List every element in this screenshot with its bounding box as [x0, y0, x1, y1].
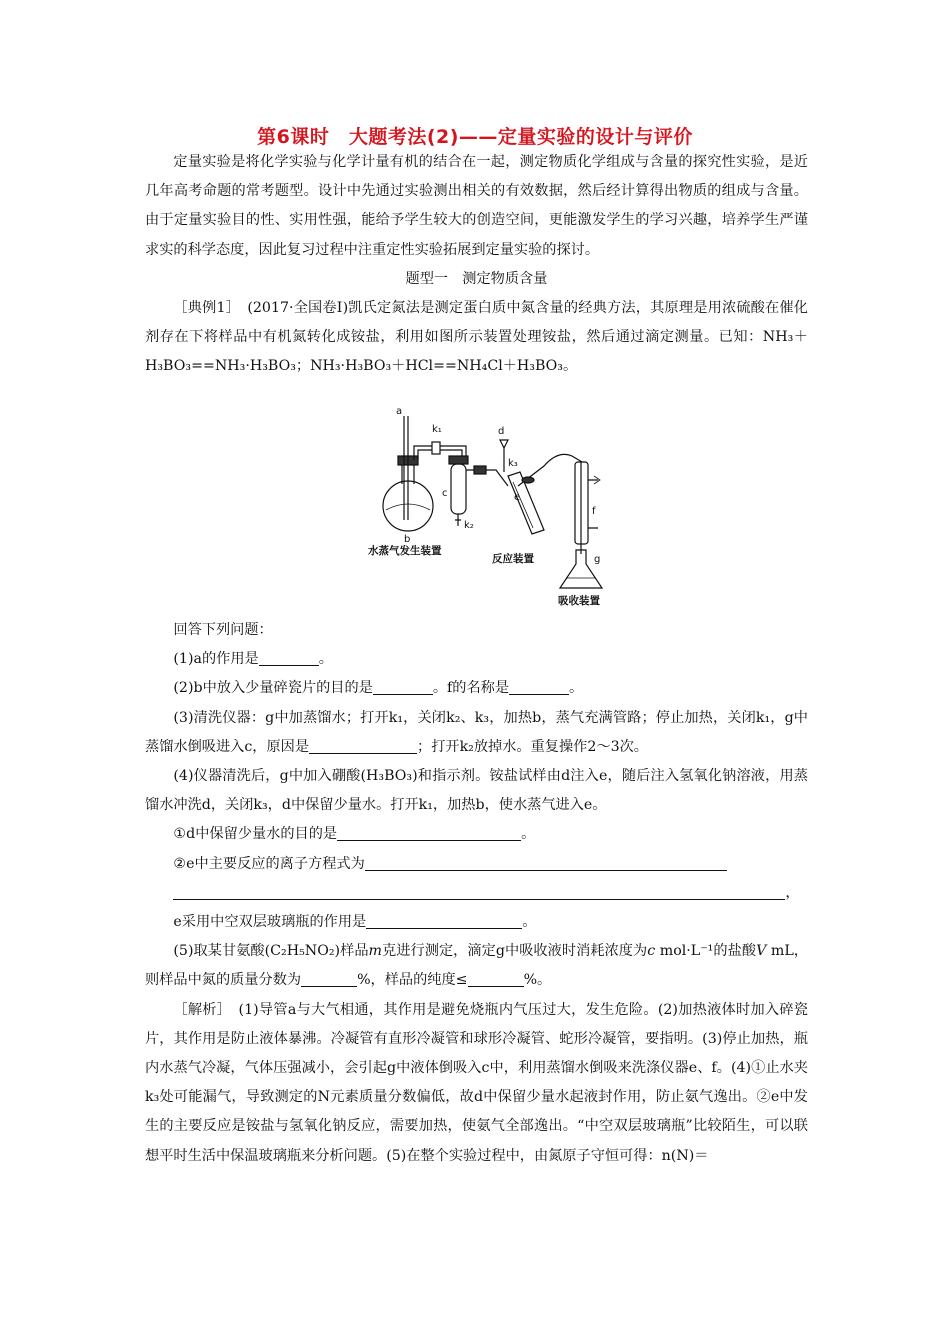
caption-absorb: 吸收装置	[558, 595, 600, 607]
q4-3-end: 。	[522, 914, 537, 931]
q5-var-v: V	[756, 943, 767, 960]
caption-steam: 水蒸气发生装置	[368, 545, 442, 557]
label-k1: k₁	[432, 424, 442, 435]
question-4-2-cont	[145, 879, 808, 908]
q4-3-text: e采用中空双层玻璃瓶的作用是	[173, 914, 367, 931]
q4-1-blank[interactable]	[337, 826, 521, 841]
apparatus-figure	[362, 402, 612, 614]
intro-paragraph: 定量实验是将化学实验与化学计量有机的结合在一起，测定物质化学组成与含量的探究性实验，是近几年高考命题的常考题型。设计中先通过实验测出相关的有效数据，然后经计算得出物质的组成与含量。由于定量实验目的性、实用性强，能给予学生较大的创造空间，更能激发学生的学习兴趣，培养学生严谨求实的科学态度，因此复习过程中注重定性实验拓展到定量实验的探讨。	[145, 154, 808, 258]
question-5	[145, 937, 808, 995]
label-k2: k₂	[464, 520, 474, 531]
q1-text: (1)a的作用是	[173, 651, 259, 668]
question-1	[145, 645, 808, 674]
q5-text-f: %，样品的纯度≤	[357, 972, 468, 989]
label-f: f	[592, 506, 596, 517]
question-4: (4)仪器清洗后，g中加入硼酸(H₃BO₃)和指示剂。铵盐试样由d注入e，随后注入氢氧化钠溶液，用蒸馏水冲洗d，关闭k₃，d中保留少量水。打开k₁，加热b，使水蒸气进入e。	[145, 768, 808, 814]
q4-3-blank[interactable]	[366, 914, 522, 929]
intro-block	[145, 148, 808, 382]
q4-2-blank-2[interactable]	[173, 885, 785, 900]
q2-blank-1[interactable]	[373, 680, 433, 695]
q3-end: ；打开k₂放掉水。重复操作2～3次。	[417, 738, 648, 755]
q5-text-e: mL，则样品中氮的质量分数为	[145, 943, 808, 989]
q4-1-end: 。	[521, 826, 536, 843]
question-4-2	[145, 850, 808, 879]
q5-var-c: c	[647, 943, 656, 960]
q5-blank-1[interactable]	[301, 972, 357, 987]
questions-block	[145, 616, 808, 1171]
q3-blank[interactable]	[309, 739, 417, 754]
question-4-1	[145, 820, 808, 849]
q4-2-blank-1[interactable]	[365, 856, 727, 871]
q5-var-m: m	[368, 943, 383, 960]
label-a: a	[396, 406, 403, 417]
q5-text-b: 克进行测定，滴定g中吸收液时消耗浓度为	[382, 943, 648, 960]
q1-blank[interactable]	[259, 651, 319, 666]
label-b: b	[404, 534, 411, 545]
analysis-paragraph: ［解析］ (1)导管a与大气相通，其作用是避免烧瓶内气压过大，发生危险。(2)加热液体时加入碎瓷片，其作用是防止液体暴沸。冷凝管有直形冷凝管和球形冷凝管、蛇形冷凝管，要指明。(3)停止加热，瓶内水蒸气冷凝，气体压强减小，会引起g中液体倒吸入c中，利用蒸馏水倒吸来洗涤仪器e、f。(4)①止水夹k₃处可能漏气，导致测定的N元素质量分数偏低，故d中保留少量水起液封作用，防止氨气逸出。②e中发生的主要反应是铵盐与氢氧化钠反应，需要加热，使氨气全部逸出。“中空双层玻璃瓶”比较陌生，可以联想平时生活中保温玻璃瓶来分析问题。(5)在整个实验过程中，由氮原子守恒可得：n(N)＝	[145, 1001, 808, 1164]
question-4-3	[145, 908, 808, 937]
q1-end: 。	[318, 651, 333, 668]
label-d: d	[498, 426, 505, 437]
q4-2-text: ②e中主要反应的离子方程式为	[173, 855, 365, 872]
q5-text-d: mol·L⁻¹的盐酸	[655, 943, 757, 960]
apparatus-diagram	[362, 402, 612, 614]
q2-text: (2)b中放入少量碎瓷片的目的是	[173, 680, 373, 697]
label-c: c	[442, 488, 448, 499]
q5-text-g: %。	[523, 972, 552, 989]
question-2	[145, 674, 808, 703]
question-3	[145, 704, 808, 762]
label-e: e	[514, 492, 521, 503]
q2-end: 。	[569, 680, 584, 697]
lesson-title: 第6课时 大题考法(2)——定量实验的设计与评价	[257, 126, 693, 148]
q4-2-end: ，	[785, 884, 800, 901]
q5-blank-2[interactable]	[468, 972, 524, 987]
label-k3: k₃	[508, 458, 518, 469]
q2-blank-2[interactable]	[509, 680, 569, 695]
q5-text-a: (5)取某甘氨酸(C₂H₅NO₂)样品	[173, 943, 369, 960]
example-paragraph: ［典例1］ (2017·全国卷Ⅰ)凯氏定氮法是测定蛋白质中氮含量的经典方法，其原理是用浓硫酸在催化剂存在下将样品中有机氮转化成铵盐，利用如图所示装置处理铵盐，然后通过滴定测量。已知：NH₃＋H₃BO₃==NH₃·H₃BO₃；NH₃·H₃BO₃＋HCl==NH₄Cl＋H₃BO₃。	[145, 300, 808, 375]
q2-mid: 。f的名称是	[432, 680, 510, 697]
q3-text: (3)清洗仪器：g中加蒸馏水；打开k₁，关闭k₂、k₃，加热b，蒸气充满管路；停止加热，关闭k₁，g中蒸馏水倒吸进入c，原因是	[145, 709, 808, 755]
q4-1-text: ①d中保留少量水的目的是	[173, 826, 338, 843]
questions-lead: 回答下列问题：	[173, 622, 273, 638]
caption-reaction: 反应装置	[492, 553, 534, 565]
section-heading: 题型一 测定物质含量	[405, 270, 548, 287]
trap-c	[451, 464, 466, 514]
label-g: g	[594, 554, 601, 565]
